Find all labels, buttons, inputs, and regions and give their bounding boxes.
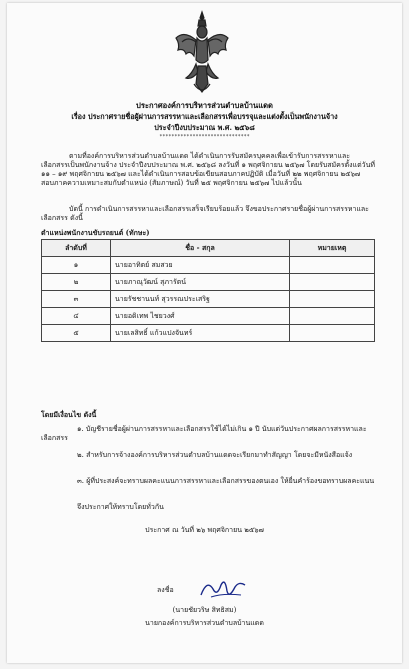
condition-item-2-text: ๒. สำหรับการจ้างองค์การบริหารส่วนตำบลบ้านแดดจะเรียกมาทำสัญญา โดยจะมีหนังสือแจ้ง xyxy=(77,451,353,459)
row-no: ๕ xyxy=(42,325,111,342)
row-note xyxy=(290,257,375,274)
condition-item-2 xyxy=(41,451,375,460)
row-no: ๒ xyxy=(42,274,111,291)
condition-item-3 xyxy=(41,477,375,486)
document-page xyxy=(7,3,402,663)
table-row xyxy=(42,257,375,274)
position-title: ตำแหน่งพนักงานขับรถยนต์ (ทักษะ) xyxy=(41,228,150,237)
condition-item-1 xyxy=(41,425,375,443)
row-note xyxy=(290,274,375,291)
table-row xyxy=(42,308,375,325)
condition-item-3-text: ๓. ผู้ที่ประสงค์จะทราบผลคะแนนการสรรหาและเลือกสรรของตนเอง ให้ยื่นคำร้องขอทราบผลคะแนน xyxy=(77,477,375,485)
body-paragraph-2-text: บัดนี้ การดำเนินการสรรหาและเลือกสรรเสร็จเรียบร้อยแล้ว จึงขอประกาศรายชื่อผู้ผ่านการสรรหาและเลือกสรร ดังนี้ xyxy=(41,205,369,222)
row-name: นายเลสิทธิ์ แก้วแปงจันทร์ xyxy=(111,325,290,342)
announce-line: จึงประกาศให้ทราบโดยทั่วกัน xyxy=(77,503,164,511)
row-no: ๔ xyxy=(42,308,111,325)
candidate-table xyxy=(41,239,375,342)
header-note: หมายเหตุ xyxy=(290,240,375,257)
row-note xyxy=(290,291,375,308)
header-no: ลำดับที่ xyxy=(42,240,111,257)
date-line: ประกาศ ณ วันที่ ๒๖ พฤศจิกายน ๒๕๖๗ xyxy=(145,526,264,534)
header-fiscal-year: ประจำปีงบประมาณ พ.ศ. ๒๕๖๘ xyxy=(154,123,255,132)
row-name: นายรัชชานนท์ สุวรรณประเสริฐ xyxy=(111,291,290,308)
row-name: นายอาทิตย์ สมสวย xyxy=(111,257,290,274)
signature-label: ลงชื่อ xyxy=(157,586,174,594)
table-header-row xyxy=(42,240,375,257)
row-no: ๓ xyxy=(42,291,111,308)
header-subject: เรื่อง ประกาศรายชื่อผู้ผ่านการสรรหาและเลือกสรรเพื่อบรรจุและแต่งตั้งเป็นพนักงานจ้าง xyxy=(71,112,338,121)
table-row xyxy=(42,291,375,308)
row-note xyxy=(290,325,375,342)
header-org: ประกาศองค์การบริหารส่วนตำบลบ้านแดด xyxy=(136,101,273,110)
row-name: นายอดิเทพ ไชยวงศ์ xyxy=(111,308,290,325)
signer-position: นายกองค์การบริหารส่วนตำบลบ้านแดด xyxy=(145,619,264,627)
conditions-title: โดยมีเงื่อนไข ดังนี้ xyxy=(41,410,97,419)
separator-stars: ****************************** xyxy=(159,134,250,140)
row-name: นายภาณุวัฒน์ สุภารัตน์ xyxy=(111,274,290,291)
row-note xyxy=(290,308,375,325)
garuda-emblem-icon xyxy=(172,8,232,98)
table-row xyxy=(42,274,375,291)
body-paragraph-1 xyxy=(41,152,375,188)
header-name: ชื่อ - สกุล xyxy=(111,240,290,257)
signature-icon xyxy=(197,575,249,603)
body-paragraph-1-text: ตามที่องค์การบริหารส่วนตำบลบ้านแดด ได้ดำเนินการรับสมัครบุคคลเพื่อเข้ารับการสรรหาและเลือกสรรเป็นพนักงานจ้าง ประจำปีงบประมาณ พ.ศ. ๒๕๖๘ ลงวันที่ ๑ พฤศจิกายน ๒๕๖๗ โดยรับสมัครตั้งแต่วันที่ ๑๑ – ๑๙ พฤศจิกายน ๒๕๖๗ และได้ดำเนินการสอบข้อเขียนสอบภาคปฏิบัติ เมื่อวันที่ ๒๒ พฤศจิกายน ๒๕๖๗ สอบภาคความเหมาะสมกับตำแหน่ง (สัมภาษณ์) วันที่ ๒๕ พฤศจิกายน ๒๕๖๗ ไปแล้วนั้น xyxy=(41,152,375,187)
signer-name: (นายชัยวริษ สิทธิสม) xyxy=(172,606,237,614)
condition-item-1-text: ๑. บัญชีรายชื่อผู้ผ่านการสรรหาและเลือกสรรใช้ได้ไม่เกิน ๑ ปี นับแต่วันประกาศผลการสรรหาและเลือกสรร xyxy=(41,425,367,442)
body-paragraph-2 xyxy=(41,205,375,223)
row-no: ๑ xyxy=(42,257,111,274)
table-row xyxy=(42,325,375,342)
